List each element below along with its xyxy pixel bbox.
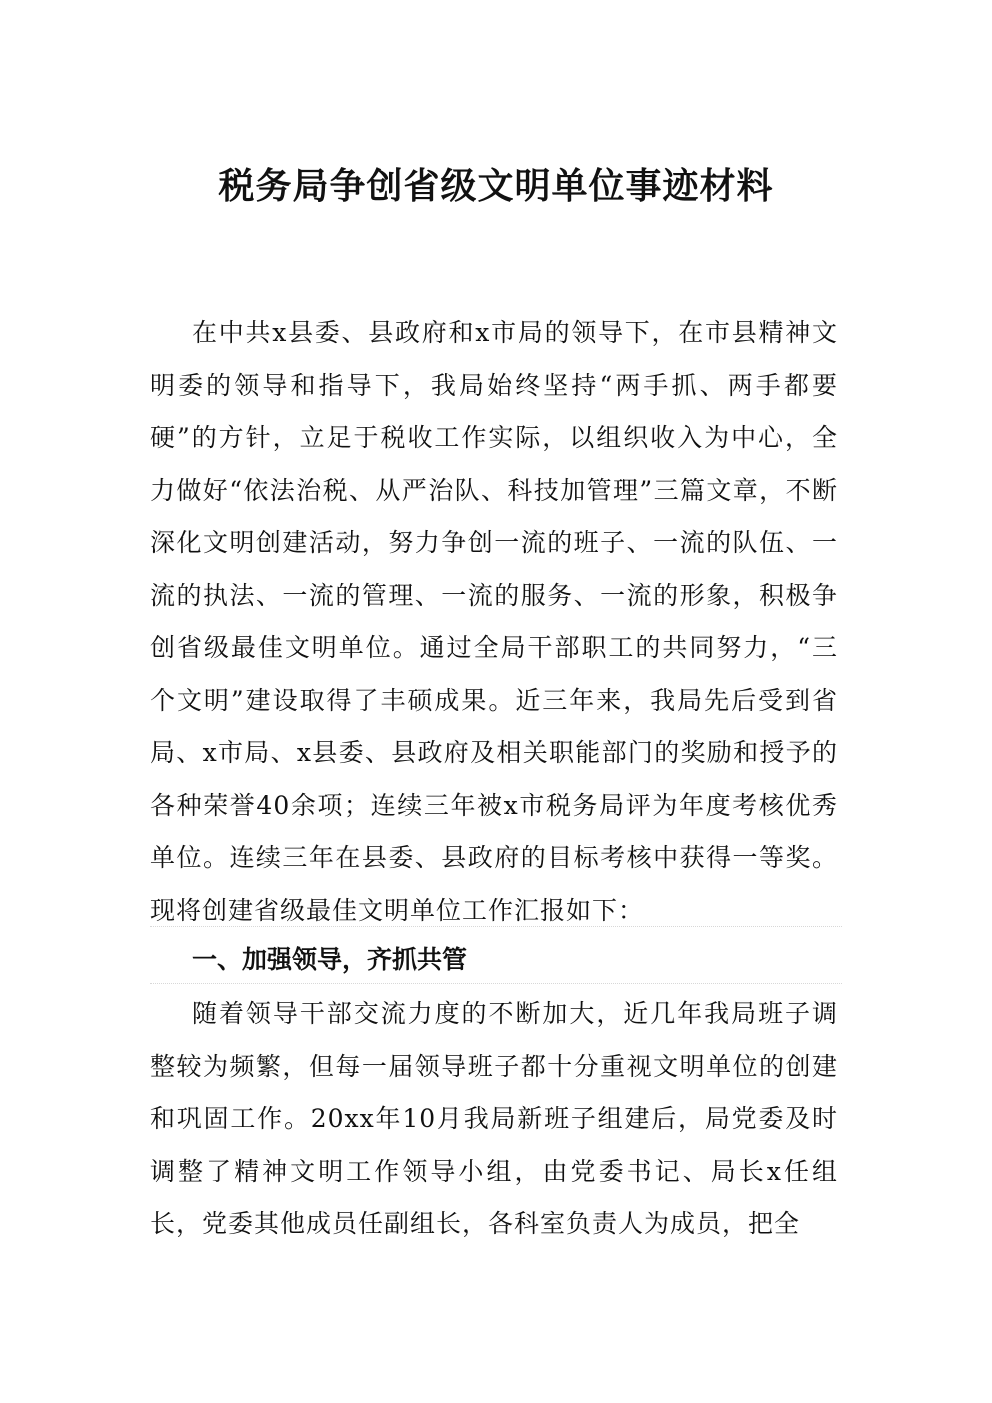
divider <box>150 926 842 927</box>
document-title: 税务局争创省级文明单位事迹材料 <box>218 166 774 207</box>
intro-paragraph: 在中共x县委、县政府和x市局的领导下，在市县精神文明委的领导和指导下，我局始终坚持“两手抓、两手都要硬”的方针，立足于税收工作实际，以组织收入为中心，全力做好“依法治税、从严治队、科技加管理”三篇文章，不断深化文明创建活动，努力争创一流的班子、一流的队伍、一流的执法、一流的管理、一流的服务、一流的形象，积极争创省级最佳文明单位。通过全局干部职工的共同努力，“三个文明”建设取得了丰硕成果。近三年来，我局先后受到省局、x市局、x县委、县政府及相关职能部门的奖励和授予的各种荣誉40余项；连续三年被x市税务局评为年度考核优秀单位。连续三年在县委、县政府的目标考核中获得一等奖。现将创建省级最佳文明单位工作汇报如下： <box>150 318 838 925</box>
section-paragraph: 随着领导干部交流力度的不断加大，近几年我局班子调整较为频繁，但每一届领导班子都十分重视文明单位的创建和巩固工作。20xx年10月我局新班子组建后，局党委及时调整了精神文明工作领导小组，由党委书记、局长x任组长，党委其他成员任副组长，各科室负责人为成员，把全 <box>150 999 838 1238</box>
section-heading: 一、加强领导，齐抓共管 <box>192 945 468 974</box>
divider <box>150 983 842 984</box>
